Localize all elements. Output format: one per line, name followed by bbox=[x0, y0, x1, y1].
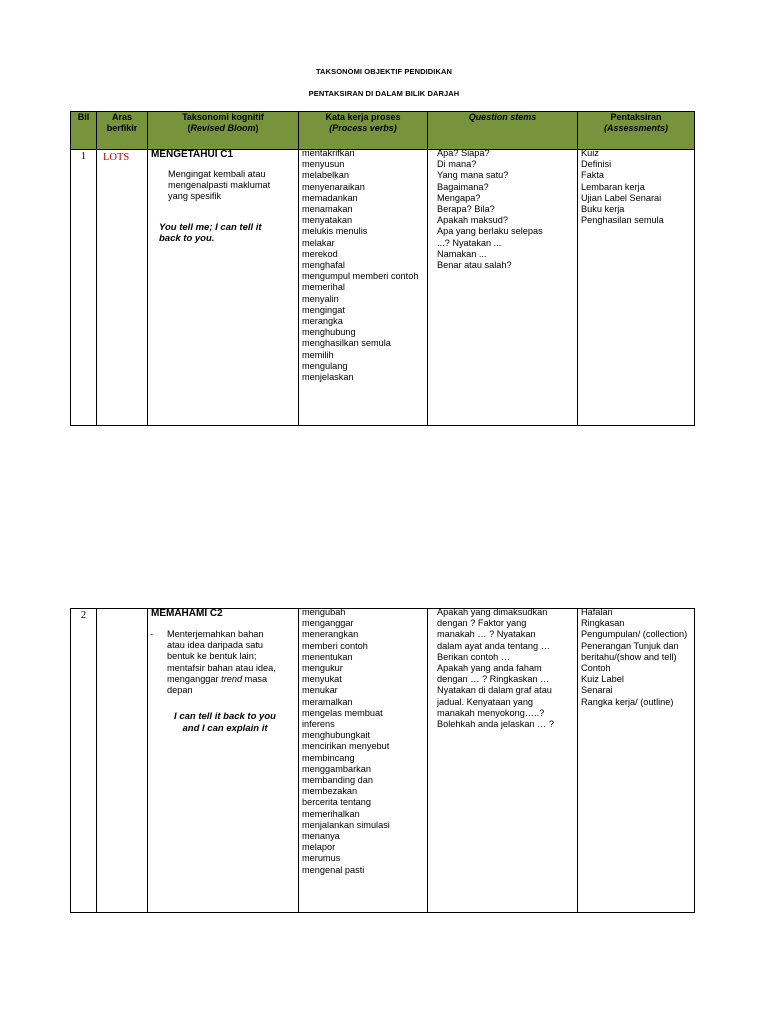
row2-questions-list: Apakah yang dimaksudkan dengan ? Faktor yang manakah … ? Nyatakan dalam ayat anda tentang … Berikan contoh … Apakah yang anda faham dengan … ? Ringkaskan … Nyatakan di dalam graf atau jadual. Kenyataan yang manakah menyokong…..? Bolehkah anda jelaskan … ? bbox=[437, 607, 554, 730]
row1-taksonomi-cell bbox=[148, 150, 299, 426]
header-kata-kerja bbox=[299, 112, 428, 150]
row1-assessments-cell bbox=[578, 150, 695, 426]
header-pentaksiran-line2: (Assessments) bbox=[603, 123, 669, 133]
row2-description bbox=[148, 619, 298, 696]
document-title: TAKSONOMI OBJEKTIF PENDIDIKAN bbox=[315, 67, 453, 76]
row2-aras-cell bbox=[97, 609, 148, 913]
row2-description-part1: Menterjemahkan bahan atau idea daripada satu bentuk ke bentuk lain; mentafsir bahan atau idea, menganggar bbox=[167, 629, 276, 684]
header-taksonomi bbox=[148, 112, 299, 150]
header-pentaksiran bbox=[578, 112, 695, 150]
row2-motto: I can tell it back to you and I can explain it bbox=[174, 711, 276, 734]
row1-aras-lots: LOTS bbox=[103, 152, 130, 163]
header-bil-label: Bil bbox=[77, 112, 90, 122]
header-question-stems-label: Question stems bbox=[468, 112, 537, 122]
row1-bil-cell bbox=[71, 150, 97, 426]
header-aras-line1: Aras bbox=[111, 112, 132, 122]
header-taksonomi-line2 bbox=[148, 123, 298, 134]
row2-bil-cell bbox=[71, 609, 97, 913]
table-row bbox=[71, 609, 695, 913]
row1-bil: 1 bbox=[80, 151, 87, 162]
row2-bil: 2 bbox=[80, 610, 87, 621]
taxonomy-table-c2 bbox=[70, 608, 695, 913]
row1-level-title: MENGETAHUI C1 bbox=[151, 149, 234, 160]
row2-verbs-cell bbox=[299, 609, 428, 913]
header-aras-line2: berfikir bbox=[106, 123, 138, 133]
row1-description: Mengingat kembali atau mengenalpasti maklumat yang spesifik bbox=[168, 169, 271, 202]
header-aras bbox=[97, 112, 148, 150]
header-kata-kerja-line2: (Process verbs) bbox=[329, 123, 397, 133]
row1-verbs-list: mentakrifkan menyusun melabelkan menyenaraikan memadankan menamakan menyatakan melukis menulis melakar merekod menghafal mengumpul memberi contoh memerihal menyalin mengingat merangka menghubung menghasilkan semula memilih mengulang menjelaskan bbox=[302, 148, 419, 383]
header-kata-kerja-line1: Kata kerja proses bbox=[325, 112, 401, 122]
header-bil bbox=[71, 112, 97, 150]
row2-assessments-cell bbox=[578, 609, 695, 913]
table-row bbox=[71, 150, 695, 426]
row2-questions-cell bbox=[428, 609, 578, 913]
header-question-stems bbox=[428, 112, 578, 150]
header-row bbox=[71, 112, 695, 150]
header-pentaksiran-line1: Pentaksiran bbox=[610, 112, 662, 122]
row2-description-part2: masa depan bbox=[167, 673, 268, 696]
row2-level-title: MEMAHAMI C2 bbox=[151, 608, 223, 619]
header-taksonomi-line1: Taksonomi kognitif bbox=[182, 112, 264, 122]
row1-questions-cell bbox=[428, 150, 578, 426]
row1-questions-list: Apa? Siapa? Di mana? Yang mana satu? Bagaimana? Mengapa? Berapa? Bila? Apakah maksud? Apa yang berlaku selepas ...? Nyatakan ... Namakan ... Benar atau salah? bbox=[437, 148, 543, 271]
revised-bloom-label: Revised Bloom bbox=[190, 123, 256, 133]
paren-close: ) bbox=[255, 123, 259, 133]
row1-assessments-list: Kuiz Definisi Fakta Lembaran kerja Ujian Label Senarai Buku kerja Penghasilan semula bbox=[581, 148, 664, 226]
row2-bullet: - bbox=[150, 629, 154, 639]
paren-open: ( bbox=[187, 123, 191, 133]
document-subtitle: PENTAKSIRAN DI DALAM BILIK DARJAH bbox=[308, 89, 460, 98]
row2-assessments-list: Hafalan Ringkasan Pengumpulan/ (collection) Penerangan Tunjuk dan beritahu/(show and tell) Contoh Kuiz Label Senarai Rangka kerja/ (outline) bbox=[581, 607, 688, 707]
row2-taksonomi-cell bbox=[148, 609, 299, 913]
row2-verbs-list: mengubah menganggar menerangkan memberi contoh menentukan mengukur menyukat menukar meramalkan mengelas membuat inferens menghubungkait mencirikan menyebut membincang menggambarkan membanding dan membezakan bercerita tentang memerihalkan menjalankan simulasi menanya melapor merumus mengenal pasti bbox=[302, 607, 390, 875]
taxonomy-table-c1 bbox=[70, 111, 695, 426]
row1-aras-cell bbox=[97, 150, 148, 426]
row1-motto: You tell me; I can tell it back to you. bbox=[159, 221, 262, 245]
row2-description-trend: trend bbox=[221, 673, 243, 684]
row1-verbs-cell bbox=[299, 150, 428, 426]
